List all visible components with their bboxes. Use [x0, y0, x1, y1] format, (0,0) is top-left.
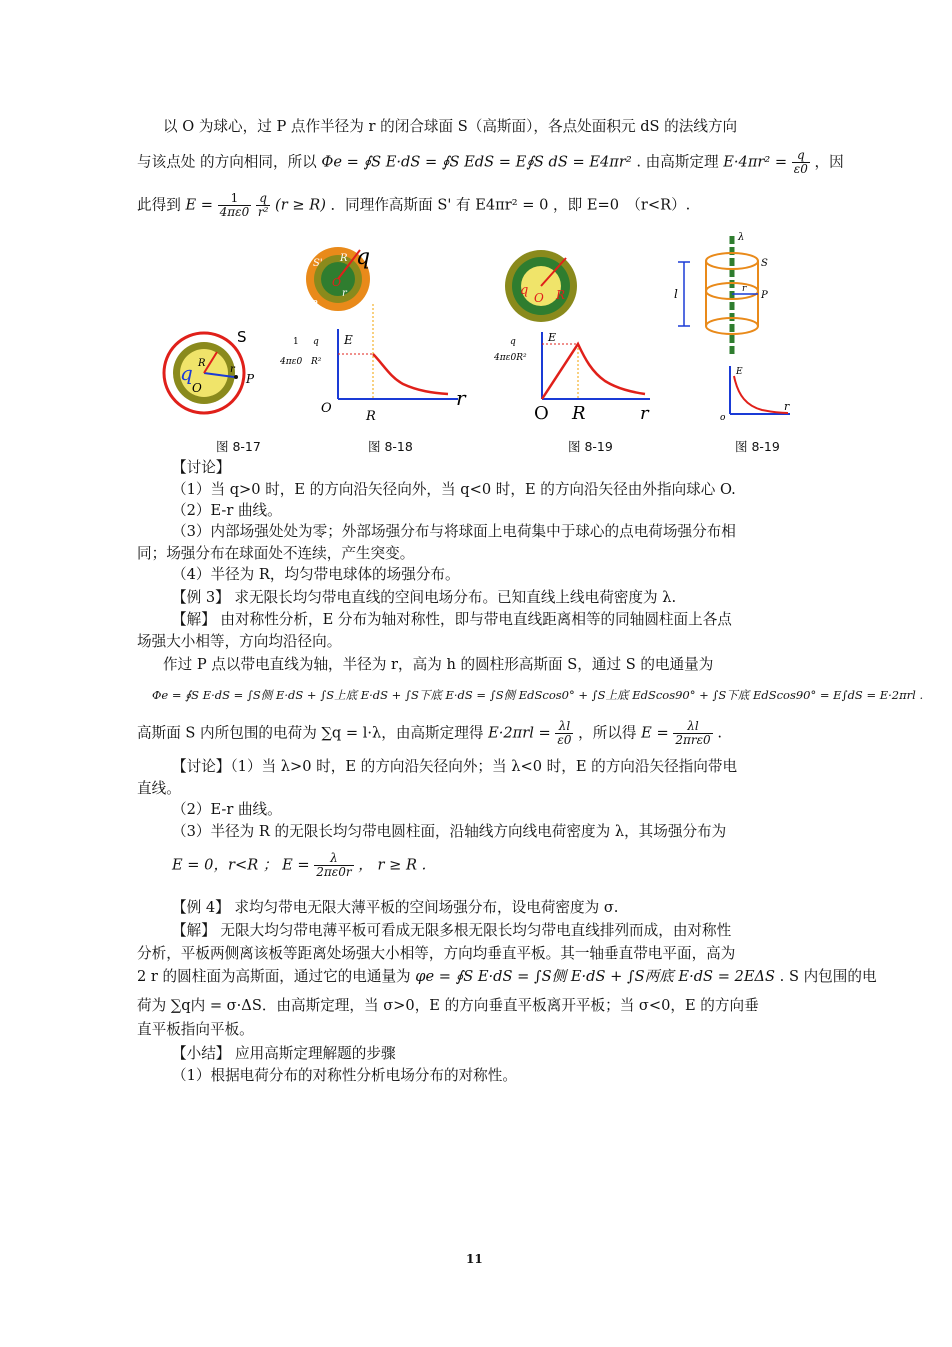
solution-4c — [137, 967, 877, 987]
eq-cyl-inner: E = 0，r<R ； — [172, 856, 278, 874]
text-sol4d: . S 内包围的电 — [779, 968, 877, 985]
solution-4a: 【解】 无限大均匀带电薄平板可看成无限多根无限长均匀带电直线排列而成，由对称性 — [172, 922, 732, 939]
discussion-2: （2）E-r 曲线。 — [172, 502, 282, 519]
label-R: R — [340, 253, 348, 264]
label-s: S — [237, 328, 247, 346]
frac-den: 2πε0r — [316, 865, 352, 879]
label-e: E — [344, 333, 353, 347]
label-R: R — [556, 288, 566, 302]
text-l3a: 此得到 — [137, 196, 181, 214]
caption-8-19-a: 图 8-19 — [568, 439, 613, 454]
gauss-line-3 — [137, 720, 817, 747]
text-gauss3b: ，所以得 — [578, 724, 637, 742]
summary-heading: 【小结】 应用高斯定理解题的步骤 — [172, 1045, 396, 1062]
frac-num: 1 — [218, 192, 252, 206]
e-r-curve — [373, 354, 448, 394]
eq-condition: (r ≥ R) — [275, 196, 326, 214]
label-s-prime: S' — [313, 258, 323, 269]
label-e: E — [548, 331, 557, 344]
discussion-3b: 同；场强分布在球面处不连续，产生突变。 — [137, 545, 415, 562]
solution-4b: 分析，平板两侧离该板等距离处场强大小相等，方向均垂直平板。其一轴垂直带电平面，高为 — [137, 945, 736, 962]
label-xo: O — [534, 403, 549, 424]
eq-cyl-cond: ， r ≥ R . — [358, 856, 427, 874]
label-xo: O — [321, 401, 332, 416]
frac-q-eps — [792, 149, 810, 176]
discussion3-3: （3）半径为 R 的无限长均匀带电圆柱面，沿轴线方向线电荷密度为 λ，其场强分布为 — [172, 823, 727, 840]
cylinder-field — [172, 852, 852, 879]
label-o: O — [534, 291, 544, 305]
label-den: 4πε0 — [280, 357, 303, 367]
frac-num: q — [256, 192, 271, 206]
label-q: q — [180, 361, 193, 385]
figure-8-19-a — [490, 244, 670, 424]
frac-num: q — [792, 149, 810, 163]
eq-gauss3: E·2πrl = — [488, 724, 551, 742]
label-o: O — [192, 381, 202, 395]
text-l3b: ．同理作高斯面 S' 有 E4πr² = 0 ，即 E=0 （r<R）. — [330, 196, 691, 214]
summary-1: （1）根据电荷分布的对称性分析电场分布的对称性。 — [172, 1067, 517, 1084]
figure-8-18 — [278, 244, 478, 424]
frac-cyl — [314, 852, 353, 879]
eq-gauss-left: E·4πr² = — [723, 153, 788, 171]
frac-den: ε0 — [793, 162, 808, 176]
eq-cyl-outer: E = — [282, 856, 310, 874]
label-lambda: λ — [738, 232, 745, 243]
label-xrr: r — [456, 386, 466, 410]
caption-8-19-b: 图 8-19 — [735, 439, 780, 454]
frac-lambda-eps — [555, 720, 573, 747]
label-num: q — [510, 337, 516, 347]
text-sol4c: 2 r 的圆柱面为高斯面，通过它的电通量为 — [137, 968, 411, 985]
eq-e: E = — [185, 196, 213, 214]
solution-3b: 场强大小相等，方向均沿径向。 — [137, 633, 342, 650]
solution-3a: 【解】 由对称性分析，E 分布为轴对称性，即与带电直线距离相等的同轴圆柱面上各点 — [172, 611, 732, 628]
label-R: R — [198, 358, 206, 369]
frac-den: ε0 — [557, 733, 572, 747]
solution-4f: 直平板指向平板。 — [137, 1021, 254, 1038]
text-l2c: ，因 — [814, 153, 844, 171]
solution-3c: 作过 P 点以带电直线为轴，半径为 r，高为 h 的圆柱形高斯面 S，通过 S 的电通量为 — [163, 656, 714, 673]
e-r-curve — [734, 376, 788, 413]
frac-den: 4πε0 — [219, 205, 250, 219]
discussion-4: （4）半径为 R，均匀带电球体的场强分布。 — [172, 566, 460, 583]
label-q: q — [356, 245, 371, 270]
label-e: E — [736, 367, 743, 377]
text-l2a: 与该点处 的方向相同，所以 — [137, 153, 317, 171]
discussion3-1: 【讨论】（1）当 λ>0 时，E 的方向沿矢径向外；当 λ<0 时，E 的方向沿矢径指向带电 — [172, 758, 738, 775]
frac-den: r² — [257, 205, 269, 219]
label-p: P — [761, 290, 768, 301]
text-gauss3a: 高斯面 S 内所包围的电荷为 ∑q = l·λ，由高斯定理得 — [137, 724, 484, 742]
label-o: O — [332, 276, 342, 289]
figure-8-19-b — [672, 226, 802, 426]
example-3: 【例 3】 求无限长均匀带电直线的空间电场分布。已知直线上线电荷密度为 λ. — [172, 589, 677, 606]
text-l2b: . 由高斯定理 — [636, 153, 719, 171]
label-p: P — [310, 298, 318, 311]
discussion-heading: 【讨论】 — [172, 459, 231, 476]
label-r: r — [342, 288, 347, 299]
caption-8-18: 图 8-18 — [368, 439, 413, 454]
text-line-3 — [137, 192, 817, 219]
label-xrr: r — [640, 403, 649, 424]
label-xr: r — [784, 400, 790, 413]
label-den: 4πε0R² — [494, 353, 527, 363]
eq-gauss3-e: E = — [641, 724, 669, 742]
discussion3-1b: 直线。 — [137, 780, 181, 797]
point-p — [234, 375, 238, 379]
frac-num: λ — [314, 852, 353, 866]
text-line-1: 以 O 为球心，过 P 点作半径为 r 的闭合球面 S（高斯面），各点处面积元 dS 的法线方向 — [163, 118, 738, 135]
frac-1-4pieps — [218, 192, 252, 219]
label-xr: R — [572, 403, 586, 424]
label-r: r — [230, 364, 235, 375]
frac-result — [673, 720, 712, 747]
label-p: P — [246, 372, 255, 386]
discussion-1: （1）当 q>0 时，E 的方向沿矢径向外，当 q<0 时，E 的方向沿矢径由外指向球心 O. — [172, 481, 736, 498]
frac-den: 2πrε0 — [675, 733, 711, 747]
label-xr: R — [366, 409, 376, 424]
eq-flux-cylinder: Φe = ∮S E·dS = ∫S侧 E·dS + ∫S上底 E·dS + ∫S下底 E·dS = ∫S侧 EdScos0° + ∫S上底 EdScos90° + ∫S下底 EdScos90° = E∫dS = E·2πrl . — [152, 688, 924, 702]
e-r-curve — [542, 344, 645, 399]
frac-q-r2 — [256, 192, 271, 219]
solution-4e: 荷为 ∑q内 = σ·ΔS．由高斯定理，当 σ>0，E 的方向垂直平板离开平板；当 σ<0，E 的方向垂 — [137, 997, 759, 1014]
discussion-3a: （3）内部场强处处为零；外部场强分布与将球面上电荷集中于球心的点电荷场强分布相 — [172, 523, 736, 540]
eq-flux-sphere: Φe = ∮S E·dS = ∮S EdS = E∮S dS = E4πr² — [321, 153, 632, 171]
label-q: q — [520, 283, 529, 298]
page-number: 11 — [466, 1252, 483, 1266]
label-l: l — [674, 287, 678, 301]
label-r: r — [742, 284, 747, 294]
eq-flux-plane: φe = ∮S E·dS = ∫S侧 E·dS + ∫S两底 E·dS = 2EΔS — [415, 968, 776, 985]
figure-8-17 — [162, 328, 262, 428]
discussion3-2: （2）E-r 曲线。 — [172, 801, 282, 818]
label-xo: o — [720, 413, 726, 423]
label-qd: R² — [311, 357, 322, 367]
frac-num: λl — [555, 720, 573, 734]
label-num: 1 — [293, 337, 299, 347]
label-s: S — [761, 258, 768, 269]
example-4: 【例 4】 求均匀带电无限大薄平板的空间场强分布，设电荷密度为 σ. — [172, 899, 619, 916]
label-qn: q — [313, 337, 319, 347]
caption-8-17: 图 8-17 — [216, 439, 261, 454]
text-end: . — [717, 724, 722, 742]
text-line-2 — [137, 148, 844, 176]
frac-num: λl — [673, 720, 712, 734]
